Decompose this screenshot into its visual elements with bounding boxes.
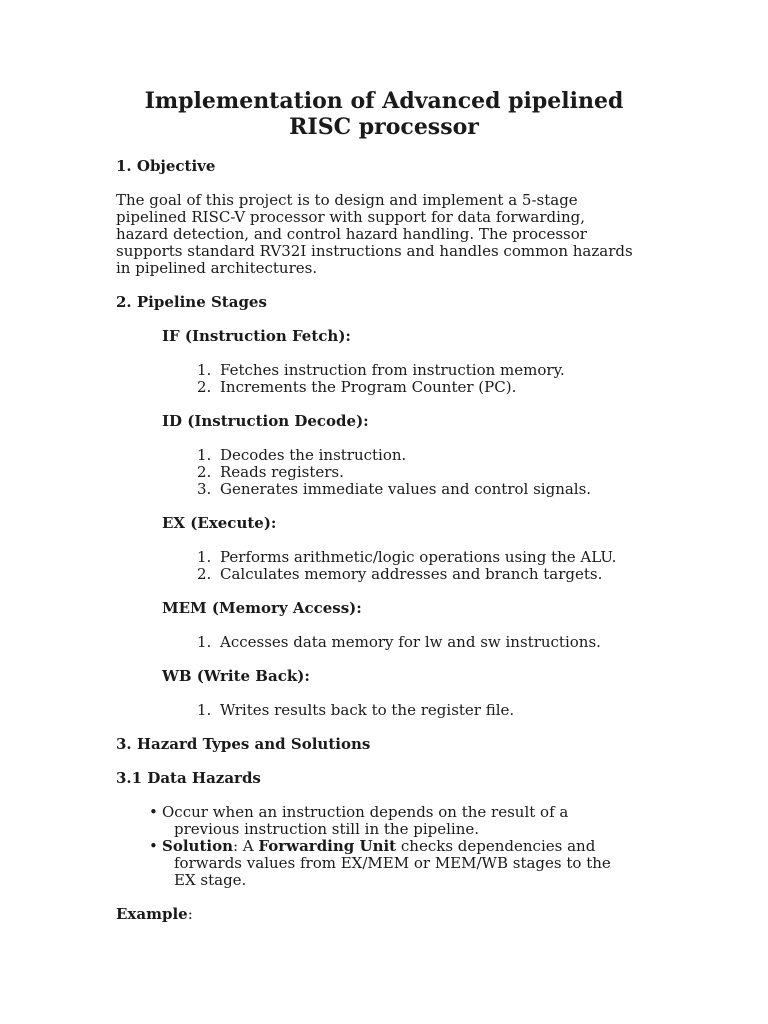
list-text: Reads registers. (220, 463, 344, 481)
document-title (116, 88, 652, 140)
title-line-1: Implementation of Advanced pipelined (144, 88, 624, 114)
document-page (116, 88, 656, 923)
bullet-text (162, 838, 656, 889)
objective-paragraph (116, 192, 656, 277)
bullet-item (149, 804, 656, 838)
data-hazards-list (116, 804, 656, 889)
list-item (197, 481, 656, 498)
data-hazards-heading: 3.1 Data Hazards (116, 769, 261, 787)
list-text: Increments the Program Counter (PC). (220, 378, 517, 396)
list-item (197, 566, 656, 583)
list-item (197, 634, 656, 651)
stage-wb-title: WB (Write Back): (162, 667, 310, 685)
list-text: Generates immediate values and control signals. (220, 480, 592, 498)
bullet-line: Occur when an instruction depends on the result of a (162, 803, 569, 821)
solution-mid: : A (232, 837, 259, 855)
stage-ex-title: EX (Execute): (162, 514, 277, 532)
example-colon: : (187, 905, 193, 923)
list-item (197, 379, 656, 396)
list-item (197, 549, 656, 566)
list-item (197, 464, 656, 481)
objective-heading: 1. Objective (116, 157, 216, 175)
objective-line: hazard detection, and control hazard handling. The processor (116, 225, 587, 243)
list-number: 2. (197, 565, 212, 583)
bullet-line: forwards values from EX/MEM or MEM/WB stages to the (174, 854, 611, 872)
list-number: 2. (197, 378, 212, 396)
example-line (116, 906, 656, 923)
hazards-heading: 3. Hazard Types and Solutions (116, 735, 371, 753)
solution-label: Solution (162, 837, 233, 855)
stage-if-list (116, 362, 656, 396)
list-number: 1. (197, 633, 212, 651)
stage-if-title: IF (Instruction Fetch): (162, 327, 351, 345)
list-text: Performs arithmetic/logic operations using the ALU. (220, 548, 617, 566)
bullet-line: EX stage. (174, 871, 247, 889)
list-item (197, 702, 656, 719)
bullet-item (149, 838, 656, 889)
bullet-icon: • (149, 837, 158, 855)
bullet-text (162, 804, 656, 838)
stage-mem-list (116, 634, 656, 651)
pipeline-heading: 2. Pipeline Stages (116, 293, 267, 311)
list-item (197, 447, 656, 464)
list-text: Decodes the instruction. (220, 446, 407, 464)
forwarding-unit-term: Forwarding Unit (258, 837, 397, 855)
stage-mem-title: MEM (Memory Access): (162, 599, 362, 617)
objective-line: in pipelined architectures. (116, 259, 318, 277)
list-number: 2. (197, 463, 212, 481)
title-line-2: RISC processor (289, 114, 479, 140)
list-number: 1. (197, 446, 212, 464)
list-item (197, 362, 656, 379)
bullet-line: previous instruction still in the pipeline. (174, 820, 480, 838)
list-text: Writes results back to the register file. (220, 701, 515, 719)
objective-line: The goal of this project is to design and implement a 5-stage (116, 191, 578, 209)
list-number: 1. (197, 361, 212, 379)
example-label: Example (116, 905, 188, 923)
objective-line: supports standard RV32I instructions and handles common hazards (116, 242, 633, 260)
solution-rest: checks dependencies and (396, 837, 596, 855)
list-text: Calculates memory addresses and branch targets. (220, 565, 603, 583)
stage-id-list (116, 447, 656, 498)
objective-line: pipelined RISC-V processor with support for data forwarding, (116, 208, 585, 226)
list-text: Accesses data memory for lw and sw instructions. (220, 633, 601, 651)
stage-ex-list (116, 549, 656, 583)
stage-id-title: ID (Instruction Decode): (162, 412, 369, 430)
list-number: 1. (197, 701, 212, 719)
list-text: Fetches instruction from instruction memory. (220, 361, 565, 379)
list-number: 3. (197, 480, 212, 498)
list-number: 1. (197, 548, 212, 566)
bullet-icon: • (149, 803, 158, 821)
stage-wb-list (116, 702, 656, 719)
